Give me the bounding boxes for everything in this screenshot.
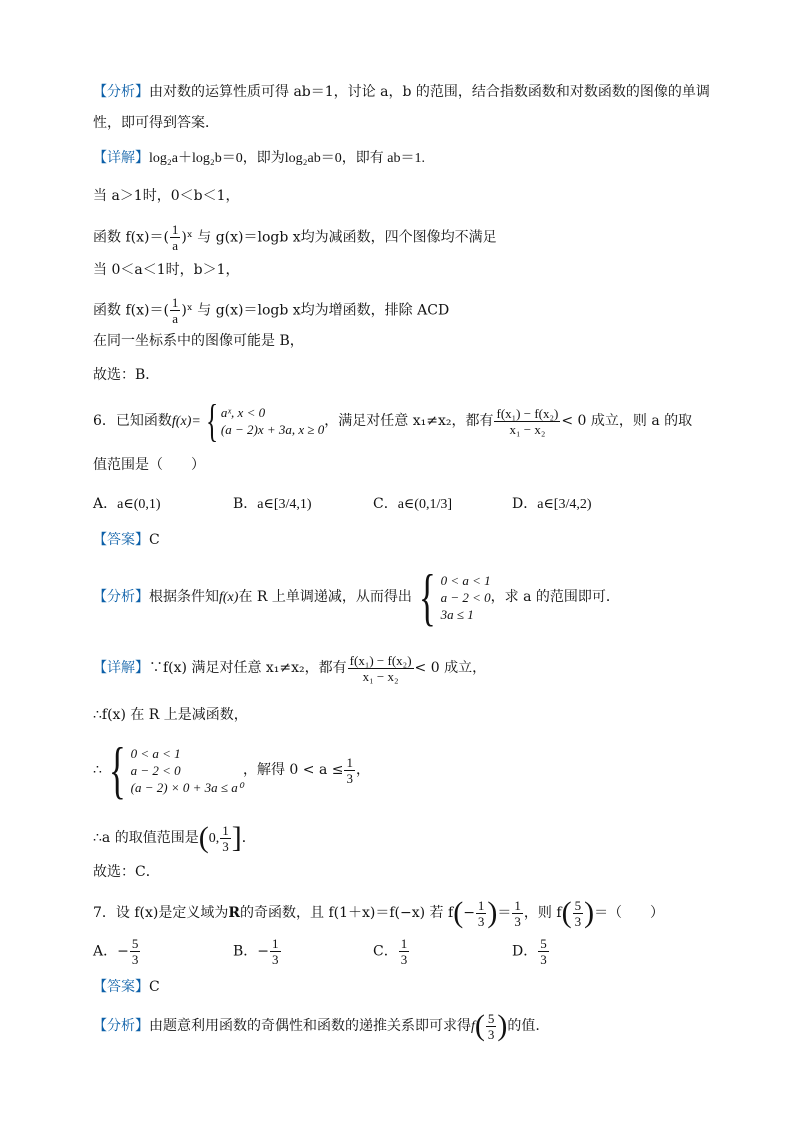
q6-analysis-system: { 0 < a < 1 a − 2 < 0 3a ≤ 1 (418, 561, 491, 632)
q5-analysis-text: 由对数的运算性质可得 ab＝1，讨论 a，b 的范围，结合指数函数和对数函数的图像的单调 (149, 84, 710, 100)
q7-choice-d: D． $\frac{5}{3}$ (512, 936, 547, 967)
analysis-tag: 【分析】 (93, 84, 149, 100)
q6-range-frac: $\frac{1}{3}$ (222, 822, 229, 854)
q6-solve-frac: $\frac{1}{3}$ (346, 754, 353, 786)
detail-tag: 【详解】 (93, 150, 149, 166)
q6-frac: $\frac{\text{f(x₁) − f(x₂)}}{\text{x₁ − x₂}}$ (496, 405, 559, 437)
detail-tag: 【详解】 (93, 660, 149, 676)
q5-func2 (93, 295, 449, 326)
q6-stem-d: 值范围是（ ） (93, 457, 205, 473)
q6-choice-c: C．a∈(0,1/3] (373, 496, 453, 512)
q6-system2-line: ∴ { 0 < a < 1 a − 2 < 0 (a − 2) × 0 + 3a ≤ a⁰ ，解得 0 < a ≤ $\frac{1}{3}$ ， (93, 734, 370, 805)
q6-fx: f(x)= (171, 414, 201, 429)
answer-tag: 【答案】 (93, 979, 149, 995)
q5-detail-line (93, 148, 425, 169)
q7-answer-value: C (149, 979, 160, 995)
q5-func1 (93, 222, 497, 253)
q7-choice-a: A．− $\frac{5}{3}$ (93, 936, 139, 967)
q5-func2-frac: $\frac{1}{a}$ (171, 295, 179, 326)
q6-answer-value: C (149, 532, 160, 548)
q6-stem-b: ，满足对任意 x₁≠x₂，都有 (324, 413, 494, 429)
q6-stem-a: 已知函数 (115, 413, 172, 429)
q7-stem: 7．设 f(x)是定义域为R的奇函数，且 f(1＋x)＝f(−x) 若 f(− $\frac{1}{3}$ )＝ $\frac{1}{3}$ ，则 f( $\frac{5}{3}$ )＝（ ） (93, 896, 665, 929)
q5-func2-suffix: )ˣ 与 g(x)＝logb x均为增函数，排除 ACD (181, 302, 450, 319)
q7-answer (93, 977, 160, 997)
q7-frac-53: $\frac{5}{3}$ (574, 897, 582, 929)
q5-analysis-line1 (93, 82, 710, 102)
q6-stem-c: < 0 成立，则 a 的取 (561, 413, 693, 429)
analysis-tag: 【分析】 (93, 589, 149, 605)
q5-func2-prefix: 函数 f(x)＝( (93, 302, 169, 319)
q7-analysis: 【分析】由题意利用函数的奇偶性和函数的递推关系即可求得f( $\frac{5}{3}$ )的值. (93, 1009, 540, 1042)
q6-therefore1: ∴f(x) 在 R 上是减函数， (93, 707, 248, 723)
q6-range: ∴a 的取值范围是(0, $\frac{1}{3}$ ]． (93, 821, 256, 854)
q5-case1: 当 a＞1时，0＜b＜1， (93, 188, 240, 204)
q6-piecewise: { aˣ, x < 0 (a − 2)x + 3a, x ≥ 0 (205, 395, 325, 446)
answer-tag: 【答案】 (93, 532, 149, 548)
q6-system2: { 0 < a < 1 a − 2 < 0 (a − 2) × 0 + 3a ≤ a⁰ (108, 734, 243, 805)
q6-stem (93, 395, 693, 446)
q7-frac-neg: $\frac{1}{3}$ (477, 897, 485, 929)
q5-func1-suffix: )ˣ 与 g(x)＝logb x均为减函数，四个图像均不满足 (181, 229, 497, 246)
q6-analysis: 【分析】根据条件知f(x)在 R 上单调递减，从而得出 { 0 < a < 1 a − 2 < 0 3a ≤ 1 ，求 a 的范围即可． (93, 561, 620, 632)
q7-analysis-frac: $\frac{5}{3}$ (487, 1010, 495, 1042)
q5-func1-prefix: 函数 f(x)＝( (93, 229, 169, 246)
q7-choice-b: B．− $\frac{1}{3}$ (233, 936, 279, 967)
q6-choice-b: B．a∈[3/4,1) (233, 496, 312, 512)
q5-same-coord: 在同一坐标系中的图像可能是 B， (93, 333, 304, 349)
analysis-tag: 【分析】 (93, 1018, 149, 1034)
q7-choice-c: C． $\frac{1}{3}$ (373, 936, 408, 967)
q6-answer (93, 530, 160, 550)
q6-detail-frac: $\frac{\text{f(x₁) − f(x₂)}}{\text{x₁ − x₂}}$ (349, 652, 412, 684)
q6-choose: 故选：C． (93, 864, 160, 880)
q5-case2: 当 0＜a＜1时，b＞1， (93, 262, 240, 278)
q7-frac-val: $\frac{1}{3}$ (514, 897, 521, 929)
q6-choice-d: D．a∈[3/4,2) (512, 496, 592, 512)
q6-number: 6． (93, 413, 116, 429)
q5-detail-text: log₂a＋log₂b＝0，即为log₂ab＝0，即有 ab＝1. (149, 151, 425, 166)
q6-detail: 【详解】∵f(x) 满足对任意 x₁≠x₂，都有 $\frac{\text{f(x₁) − f(x₂)}}{\text{x₁ − x₂}}$ < 0 成立， (93, 652, 487, 684)
q5-analysis-line2: 性，即可得到答案． (93, 115, 219, 131)
q6-choice-a: A．a∈(0,1) (93, 496, 161, 512)
q5-choose: 故选：B． (93, 367, 160, 383)
q5-func1-frac: $\frac{1}{a}$ (171, 222, 179, 253)
